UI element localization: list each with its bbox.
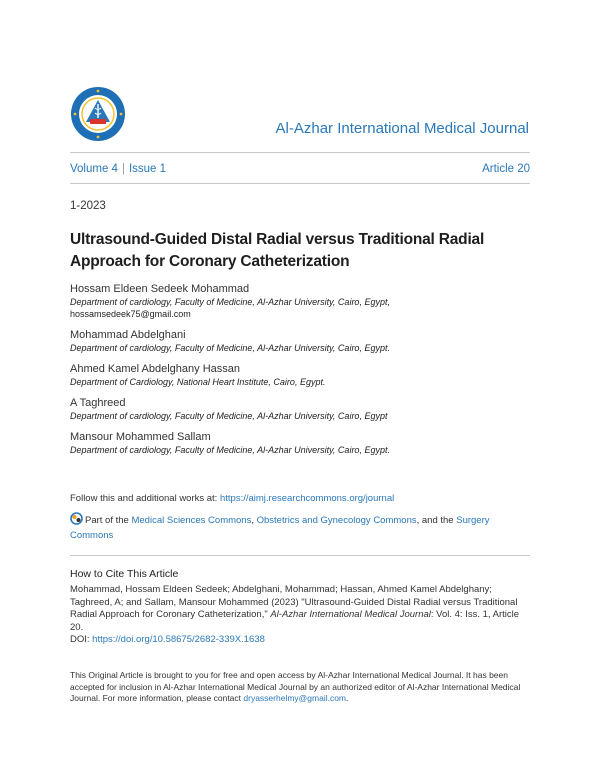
follow-line (70, 493, 394, 504)
journal-logo (70, 86, 126, 142)
author-name: Mansour Mohammed Sallam (70, 431, 211, 443)
issue-divider (70, 183, 530, 184)
author-affiliation: Department of cardiology, Faculty of Medicine, Al-Azhar University, Cairo, Egypt. (70, 343, 390, 353)
author-list (70, 282, 530, 464)
author-name: Ahmed Kamel Abdelghany Hassan (70, 363, 240, 375)
access-notice (70, 670, 532, 705)
author-entry (70, 362, 530, 388)
follow-link[interactable]: https://aimj.researchcommons.org/journal (219, 493, 395, 504)
part-of-sep2: , and the (416, 515, 457, 526)
volume-link[interactable]: Volume 4 (70, 163, 118, 175)
access-notice-end: . (346, 693, 349, 703)
network-icon (70, 512, 83, 525)
cite-heading: How to Cite This Article (70, 568, 179, 580)
issue-separator: | (121, 163, 125, 175)
citation-body: Mohammad, Hossam Eldeen Sedeek; Abdelghani, Mohammad; Hassan, Ahmed Kamel Abdelghany; Taghreed, A; and Sallam, Mansour Mohammed (2023) "Ultrasound-Guided Distal Radial versus Traditional Radial Approach for Coronary Catheterization," (70, 584, 518, 620)
citation-tail: : Vol. 4: Iss. 1, Article 20. (70, 609, 520, 633)
medical-sciences-commons-link[interactable]: Medical Sciences Commons (131, 515, 252, 526)
author-email[interactable]: hossamsedeek75@gmail.com (70, 309, 191, 319)
author-affiliation: Department of Cardiology, National Heart Institute, Cairo, Egypt. (70, 377, 326, 387)
follow-text: Follow this and additional works at: (70, 493, 220, 504)
article-title: Ultrasound-Guided Distal Radial versus Traditional Radial Approach for Coronary Catheterization (70, 231, 485, 270)
part-of-line (70, 512, 530, 543)
part-of-sep1: , (251, 515, 257, 526)
doi-label: DOI: (70, 634, 93, 645)
contact-email-link[interactable]: dryasserhelmy@gmail.com (243, 693, 347, 703)
issue-link[interactable]: Issue 1 (128, 163, 167, 175)
access-notice-text: This Original Article is brought to you for free and open access by Al-Azhar International Medical Journal. It has been accepted for inclusion in Al-Azhar International Medical Journal by an authorized editor of Al-Azhar International Medical Journal. For more information, please contact (70, 670, 521, 703)
author-entry (70, 328, 530, 354)
header-divider (70, 152, 530, 153)
author-affiliation: Department of cardiology, Faculty of Medicine, Al-Azhar University, Cairo, Egypt, (70, 297, 390, 307)
obstetrics-gynecology-commons-link[interactable]: Obstetrics and Gynecology Commons (256, 515, 417, 526)
citation-text (70, 584, 530, 647)
surgery-commons-link[interactable]: Surgery Commons (70, 515, 490, 541)
author-name: A Taghreed (70, 397, 126, 409)
article-link[interactable]: Article 20 (482, 163, 530, 175)
doi-link[interactable]: https://doi.org/10.58675/2682-339X.1638 (92, 634, 265, 645)
cite-divider (70, 555, 530, 556)
issue-info (70, 163, 530, 175)
author-name: Mohammad Abdelghani (70, 329, 186, 341)
author-entry (70, 430, 530, 456)
author-entry (70, 396, 530, 422)
author-affiliation: Department of cardiology, Faculty of Medicine, Al-Azhar University, Cairo, Egypt (70, 411, 388, 421)
author-entry (70, 282, 530, 320)
citation-journal: Al-Azhar International Medical Journal (270, 609, 431, 620)
part-of-prefix: Part of the (85, 515, 132, 526)
publication-date: 1-2023 (70, 200, 106, 212)
journal-seal-icon (70, 86, 126, 142)
journal-title[interactable]: Al-Azhar International Medical Journal (275, 120, 529, 137)
author-name: Hossam Eldeen Sedeek Mohammad (70, 283, 250, 295)
author-affiliation: Department of cardiology, Faculty of Medicine, Al-Azhar University, Cairo, Egypt. (70, 445, 390, 455)
